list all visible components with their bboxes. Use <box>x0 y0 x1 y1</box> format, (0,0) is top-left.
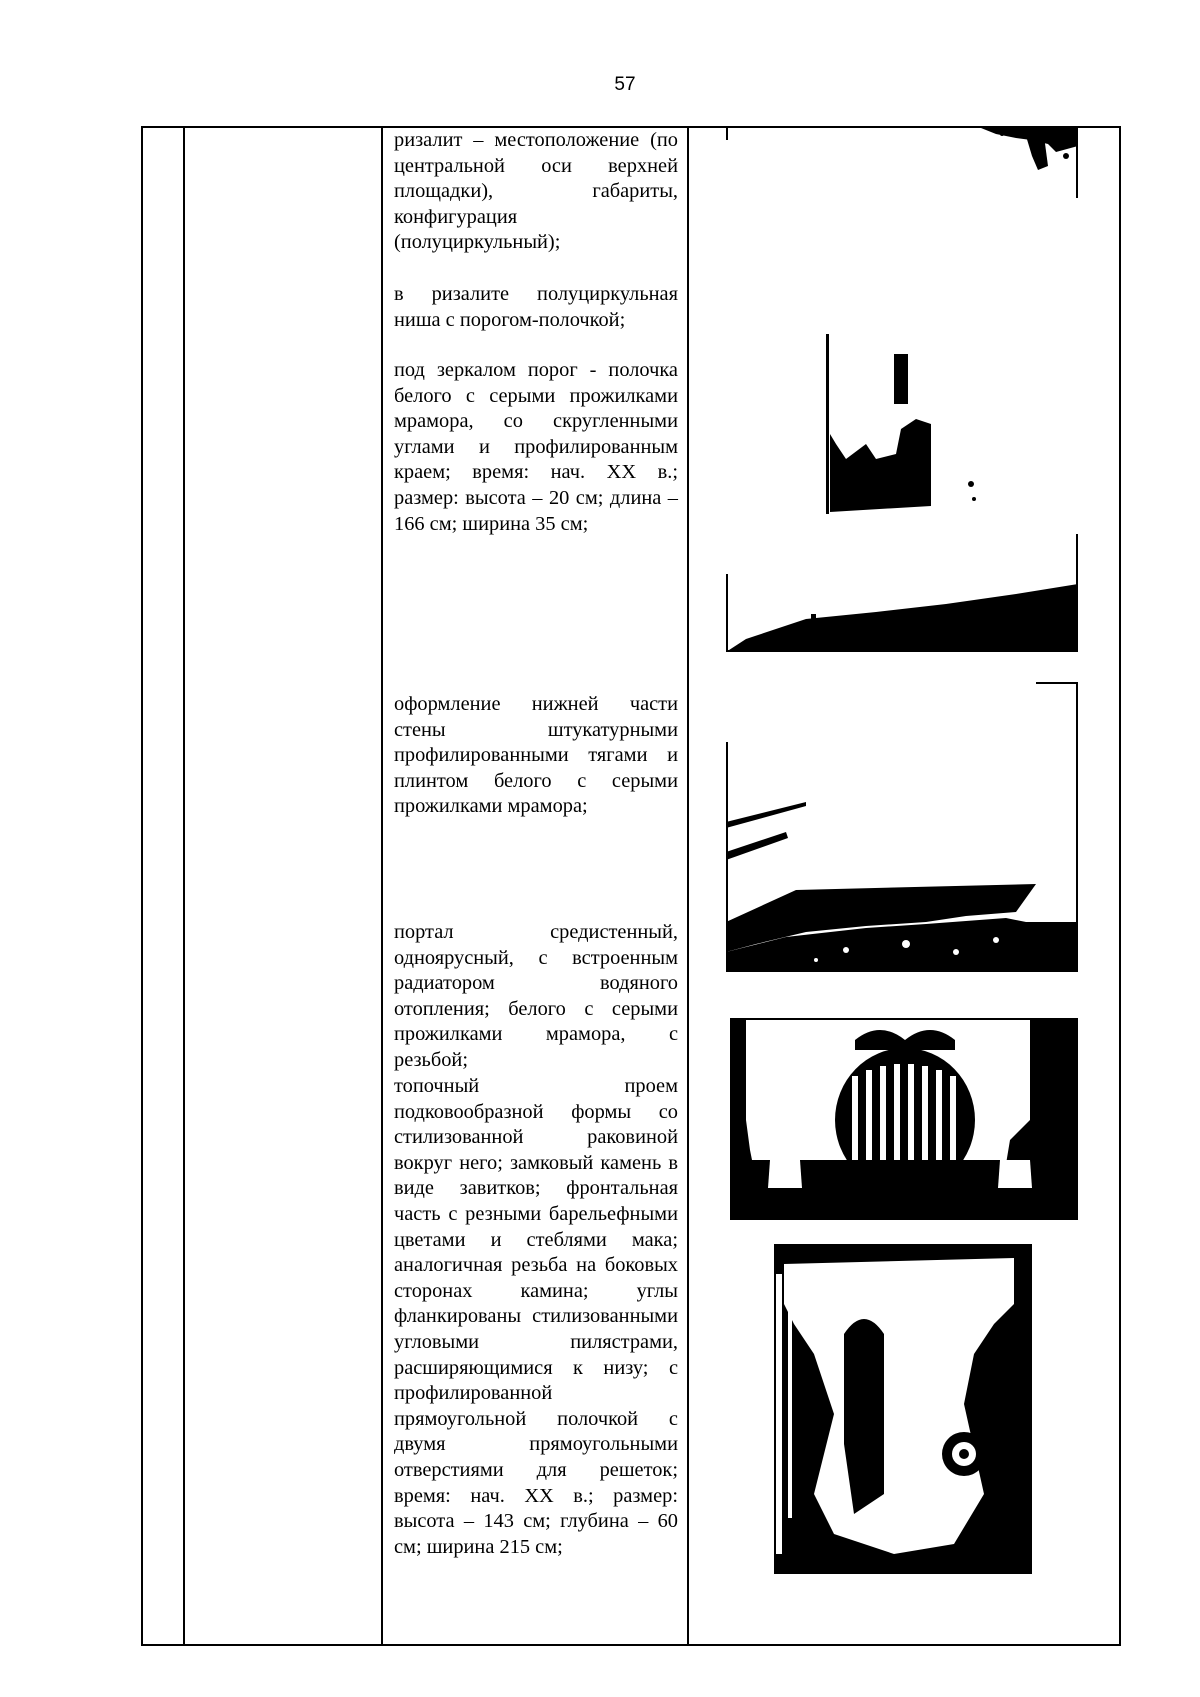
photo-wall-baseboard <box>726 682 1078 972</box>
table-bottom-border <box>141 1644 1121 1646</box>
description-portal: портал средистенный, одноярусный, с встроенным радиатором водяного отопления; белого с серыми прожилками мрамора, с резьбой; <box>394 921 678 1071</box>
photo-top-fragment <box>726 126 1078 198</box>
photo-fireplace-side <box>774 1244 1032 1574</box>
description-firebox: топочный проем подковообразной формы со стилизованной раковиной вокруг него; замковый камень в виде завитков; фронтальная часть с резными барельефными цветами и стеблями мака; аналогичная резьба на боковых сторонах камина; углы фланкированы стилизованными угловыми пилястрами, расширяющимися к низу; с профилированной прямоугольной полочкой с двумя прямоугольными отверстиями для решеток; время: нач. XX в.; размер: высота – 143 см; глубина – 60 см; ширина 215 см; <box>394 1075 678 1558</box>
table-right-border <box>1119 126 1121 1646</box>
column-divider-3 <box>687 126 689 1646</box>
page-number: 57 <box>614 74 636 95</box>
description-shelf: под зеркалом порог - полочка белого с серыми прожилками мрамора, со скругленными углами и профилированным краем; время: нач. XX в.; размер: высота – 20 см; длина – 166 см; ширина 35 см; <box>394 359 678 535</box>
photo-niche-with-shelf <box>726 334 1078 652</box>
description-wall-finish: оформление нижней части стены штукатурными профилированными тягами и плинтом белого с серыми прожилками мрамора; <box>394 693 678 818</box>
table-left-border <box>141 126 143 1646</box>
photo-fireplace-front <box>730 1000 1078 1220</box>
description-risalit: ризалит – местоположение (по центральной оси верхней площадки), габариты, конфигурация (полуциркульный); <box>394 129 678 254</box>
column-divider-1 <box>183 126 185 1646</box>
description-niche: в ризалите полуциркульная ниша с порогом-полочкой; <box>394 283 678 331</box>
column-divider-2 <box>381 126 383 1646</box>
